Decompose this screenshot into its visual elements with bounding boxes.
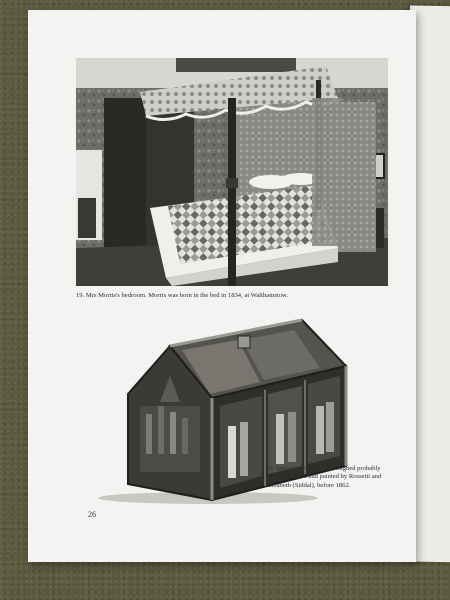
caption-jewel-casket: 20. Janey's jewel casket, designed probably by Philip Webb and painted by Rossetti and Elizabeth (Siddal), before 1862.: [266, 465, 382, 489]
book-page: [28, 10, 416, 562]
caption-bedroom: 19. Mrs Morris's bedroom. Morris was born in the bed in 1834, at Walthamstow.: [76, 292, 289, 299]
page-number: 26: [88, 510, 96, 519]
facing-page-edge: [410, 5, 450, 562]
bedroom-photo-drawing: [76, 58, 388, 286]
bedroom-photograph: [76, 58, 388, 286]
